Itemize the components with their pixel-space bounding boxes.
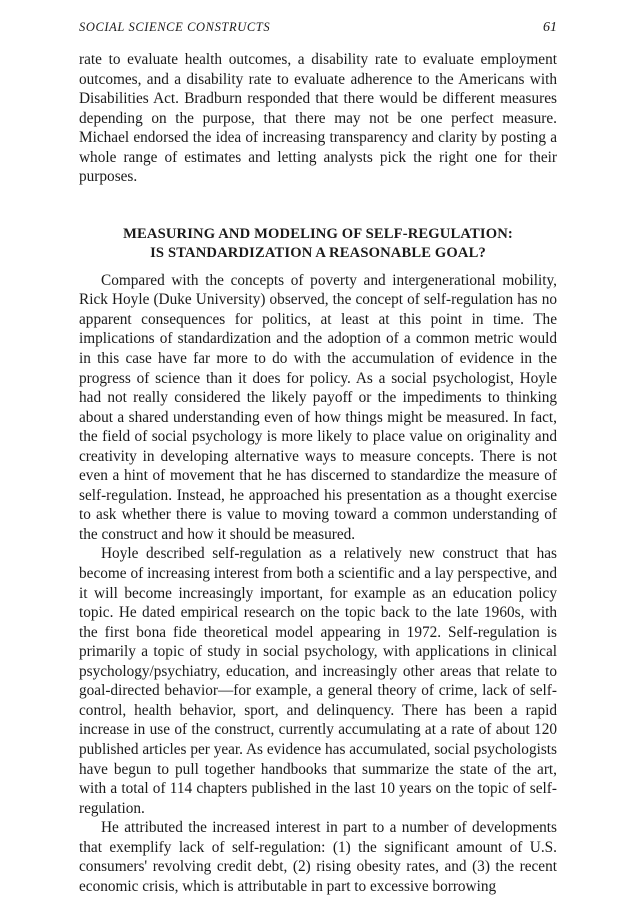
running-head-title: SOCIAL SCIENCE CONSTRUCTS [79, 20, 271, 34]
paragraph-hoyle-intro: Compared with the concepts of poverty and intergenerational mobility, Rick Hoyle (Duke University) observed, the concept of self-regulation has no apparent consequences for politics, at least at this point in time. The implications of standardization and the adoption of a common metric would in this case have far more to do with the accumulation of evidence in the progress of science than it does for policy. As a social psychologist, Hoyle had not really considered the likely payoff or the impediments to thinking about a shared understanding even of how things might be measured. In fact, the field of social psychology is more likely to place value on originality and creativity in developing alternative ways to measure concepts. There is not even a hint of movement that he has discerned to standardize the measure of self-regulation. Instead, he approached his presentation as a thought exercise to ask whether there is value to moving toward a common understanding of the construct and how it should be measured. [79, 271, 557, 543]
section-heading [79, 225, 557, 263]
page-number: 61 [543, 20, 557, 35]
section-heading-line-2: IS STANDARDIZATION A REASONABLE GOAL? [150, 244, 486, 261]
paragraph-continuation: rate to evaluate health outcomes, a disability rate to evaluate employment outcomes, and a disability rate to evaluate adherence to the Americans with Disabilities Act. Bradburn responded that there would be different measures depending on the purpose, that there may not be one perfect measure. Michael endorsed the idea of increasing transparency and clarity by posting a whole range of estimates and letting analysts pick the right one for their purposes. [79, 51, 557, 186]
paragraph-increased-interest: He attributed the increased interest in part to a number of developments that exemplify lack of self-regulation: (1) the significant amount of U.S. consumers' revolving credit debt, (2) rising obesity rates, and (3) the recent economic crisis, which is attributable in part to excessive borrowing [79, 819, 557, 895]
paragraph-self-regulation-history: Hoyle described self-regulation as a relatively new construct that has become of increasing interest from both a scientific and a lay perspective, and it will become increasingly important, for example as an education policy topic. He dated empirical research on the topic back to the late 1960s, with the first bona fide theoretical model appearing in 1972. Self-regulation is primarily a topic of study in social psychology, with applications in clinical psychology/psychiatry, education, and increasingly other areas that relate to goal-directed behavior—for example, a general theory of crime, lack of self-control, health behavior, sport, and delinquency. There has been a rapid increase in use of the construct, currently accumulating at a rate of about 120 published articles per year. As evidence has accumulated, social psychologists have begun to pull together handbooks that summarize the state of the art, with a total of 114 chapters published in the last 10 years on the topic of self-regulation. [79, 545, 557, 817]
document-page [79, 20, 557, 896]
section-heading-line-1: MEASURING AND MODELING OF SELF-REGULATION: [123, 225, 513, 242]
running-head [79, 20, 557, 42]
